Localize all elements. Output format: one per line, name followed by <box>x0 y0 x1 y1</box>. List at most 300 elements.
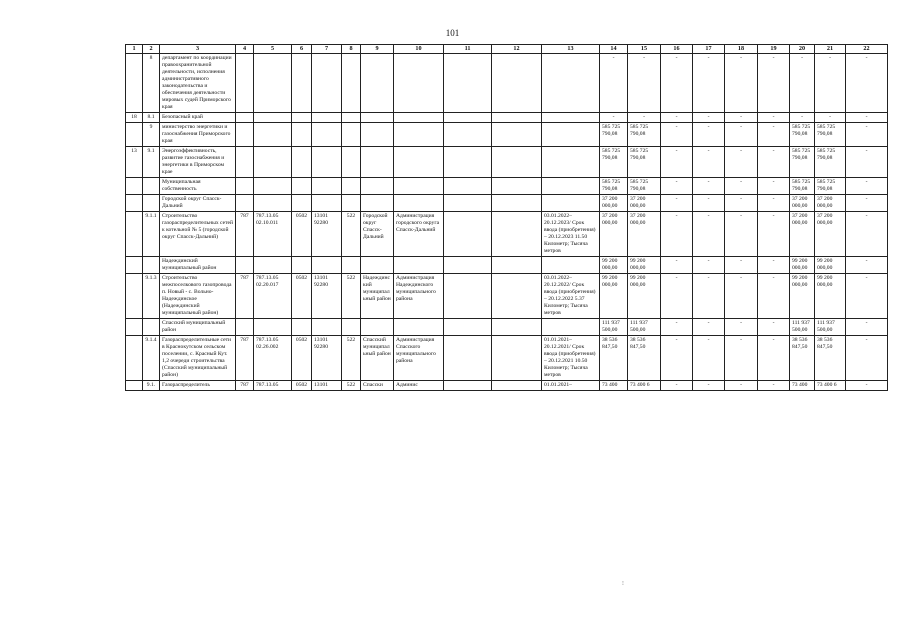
table-row <box>126 336 888 381</box>
table-cell <box>492 381 542 391</box>
table-row <box>126 381 888 391</box>
table-cell: - <box>725 113 758 123</box>
table-cell <box>254 113 292 123</box>
table-cell: 585 725 790,08 <box>600 178 628 195</box>
table-cell: 585 725 790,08 <box>790 147 815 178</box>
table-cell: Надеждинский муниципальный район <box>160 257 236 274</box>
table-cell: - <box>758 54 790 113</box>
table-cell: 99 200 000,00 <box>628 274 661 319</box>
table-cell <box>236 113 254 123</box>
table-row <box>126 319 888 336</box>
table-cell <box>292 195 312 212</box>
column-header: 20 <box>790 45 815 54</box>
table-cell <box>361 178 394 195</box>
table-cell: - <box>661 274 693 319</box>
table-cell: департамент по координации правоохранительной деятельности, исполнения административного законодательства и обеспечения деятельности мировых судей Приморского края <box>160 54 236 113</box>
table-cell: - <box>790 54 815 113</box>
table-cell: - <box>846 147 888 178</box>
table-cell: 9.1. <box>143 381 160 391</box>
table-cell <box>143 319 160 336</box>
table-cell: 585 725 790,08 <box>628 123 661 147</box>
table-cell: Энергоэффективность, развитие газоснабжения и энергетики в Приморском крае <box>160 147 236 178</box>
table-cell: - <box>725 274 758 319</box>
table-cell: 585 725 790,08 <box>628 178 661 195</box>
column-header: 19 <box>758 45 790 54</box>
table-cell <box>444 195 492 212</box>
table-cell <box>312 257 342 274</box>
table-cell: 13101 92280 <box>312 336 342 381</box>
table-cell <box>394 147 444 178</box>
table-cell <box>254 319 292 336</box>
table-cell: 37 200 000,00 <box>600 195 628 212</box>
table-cell <box>542 257 600 274</box>
table-cell: 99 200 000,00 <box>600 274 628 319</box>
table-cell: 37 200 000,00 <box>790 212 815 257</box>
table-cell <box>361 54 394 113</box>
table-cell: - <box>661 381 693 391</box>
table-cell: 111 937 500,00 <box>628 319 661 336</box>
table-cell <box>394 113 444 123</box>
table-cell: Городской округ Спасск-Дальний <box>361 212 394 257</box>
table-cell: - <box>600 54 628 113</box>
table-cell: - <box>725 195 758 212</box>
table-cell <box>143 195 160 212</box>
table-cell: 03.01.2022–20.12.2022/ Срок ввода (приобретения) – 20.12.2022 5.37 Километр; Тысяча метров <box>542 274 600 319</box>
page-number: 101 <box>445 28 460 38</box>
table-cell <box>444 212 492 257</box>
table-cell: - <box>693 212 725 257</box>
table-cell: 0502 <box>292 336 312 381</box>
table-cell: - <box>661 147 693 178</box>
table-cell: - <box>758 178 790 195</box>
table-cell: - <box>661 195 693 212</box>
table-cell <box>254 178 292 195</box>
table-cell: - <box>790 113 815 123</box>
column-header: 22 <box>846 45 888 54</box>
table-cell <box>444 319 492 336</box>
table-cell: - <box>758 274 790 319</box>
column-header: 10 <box>394 45 444 54</box>
column-header: 14 <box>600 45 628 54</box>
table-cell: - <box>600 113 628 123</box>
column-header: 21 <box>815 45 846 54</box>
table-cell <box>444 336 492 381</box>
table-cell <box>542 123 600 147</box>
table-cell <box>236 257 254 274</box>
table-cell: 73 400 <box>790 381 815 391</box>
table-cell: Строительство газораспределительных сетей к котельной № 5 (городской округ Спасск-Дальний) <box>160 212 236 257</box>
table-cell: - <box>758 257 790 274</box>
table-cell <box>312 123 342 147</box>
table-cell: - <box>725 178 758 195</box>
table-cell <box>492 54 542 113</box>
table-cell <box>361 257 394 274</box>
table-cell <box>444 123 492 147</box>
column-header: 13 <box>542 45 600 54</box>
table-cell: 37 200 000,00 <box>815 212 846 257</box>
table-row <box>126 274 888 319</box>
table-cell: 787 <box>236 381 254 391</box>
table-cell: - <box>661 257 693 274</box>
table-cell <box>342 147 361 178</box>
table-cell <box>236 147 254 178</box>
table-cell <box>342 113 361 123</box>
table-cell: 73 400 <box>600 381 628 391</box>
table-cell: - <box>661 54 693 113</box>
table-cell: - <box>661 123 693 147</box>
table-cell <box>542 195 600 212</box>
table-row <box>126 257 888 274</box>
table-cell <box>394 178 444 195</box>
table-cell: - <box>725 54 758 113</box>
table-cell <box>236 178 254 195</box>
table-cell: - <box>846 195 888 212</box>
table-cell <box>342 257 361 274</box>
column-header: 11 <box>444 45 492 54</box>
table-cell: 03.01.2022–20.12.2023/ Срок ввода (приобретения) – 20.12.2023 11.50 Километр; Тысяча метров <box>542 212 600 257</box>
table-cell: - <box>693 178 725 195</box>
table-cell <box>292 257 312 274</box>
table-cell: - <box>693 274 725 319</box>
table-cell <box>126 257 143 274</box>
table-cell <box>342 319 361 336</box>
table-cell <box>312 178 342 195</box>
table-cell: 9 <box>143 123 160 147</box>
table-row <box>126 113 888 123</box>
table-cell <box>394 195 444 212</box>
table-cell: - <box>846 381 888 391</box>
table-cell: 8.1 <box>143 113 160 123</box>
table-cell: - <box>628 54 661 113</box>
table-cell: 787 <box>236 274 254 319</box>
budget-table <box>125 44 888 391</box>
table-cell: 585 725 790,08 <box>628 147 661 178</box>
table-cell <box>542 319 600 336</box>
table-cell <box>126 336 143 381</box>
table-cell: 585 725 790,08 <box>790 123 815 147</box>
table-cell <box>143 178 160 195</box>
table-cell: - <box>758 147 790 178</box>
table-cell: - <box>758 381 790 391</box>
table-cell: - <box>758 113 790 123</box>
table-cell <box>126 178 143 195</box>
table-cell: 38 536 847,50 <box>790 336 815 381</box>
table-cell: 585 725 790,08 <box>815 178 846 195</box>
table-cell: - <box>846 54 888 113</box>
table-cell: - <box>846 319 888 336</box>
table-row <box>126 54 888 113</box>
table-cell: 111 937 500,00 <box>815 319 846 336</box>
column-header: 9 <box>361 45 394 54</box>
table-cell: 0502 <box>292 274 312 319</box>
column-header: 6 <box>292 45 312 54</box>
table-cell <box>236 54 254 113</box>
table-cell: 9.1.1 <box>143 212 160 257</box>
table-cell: 787 <box>236 212 254 257</box>
table-cell <box>394 257 444 274</box>
table-cell: - <box>693 113 725 123</box>
table-cell <box>492 113 542 123</box>
table-cell: - <box>758 123 790 147</box>
table-cell <box>444 178 492 195</box>
table-cell <box>492 257 542 274</box>
table-cell: 99 200 000,00 <box>790 274 815 319</box>
table-cell: 13 <box>126 147 143 178</box>
column-header: 17 <box>693 45 725 54</box>
table-cell <box>292 319 312 336</box>
table-cell <box>312 147 342 178</box>
table-cell <box>292 54 312 113</box>
table-cell <box>444 274 492 319</box>
table-cell: 99 200 000,00 <box>815 274 846 319</box>
table-cell: Администрация Надеждинского муниципального района <box>394 274 444 319</box>
table-cell: Админис <box>394 381 444 391</box>
table-cell: 38 536 847,50 <box>815 336 846 381</box>
table-cell: 01.01.2021– <box>542 381 600 391</box>
table-cell: - <box>693 54 725 113</box>
column-header: 12 <box>492 45 542 54</box>
table-cell: 787.13.05 02.10.011 <box>254 212 292 257</box>
table-cell: - <box>846 113 888 123</box>
table-cell: 0502 <box>292 212 312 257</box>
column-header: 18 <box>725 45 758 54</box>
table-cell <box>254 147 292 178</box>
table-cell <box>254 54 292 113</box>
table-cell <box>542 113 600 123</box>
table-cell <box>444 381 492 391</box>
table-cell: - <box>661 336 693 381</box>
table-cell: 37 200 000,00 <box>628 212 661 257</box>
table-cell: 01.01.2021–20.12.2021/ Срок ввода (приобретения) – 20.12.2021 10.50 Километр; Тысяча метров <box>542 336 600 381</box>
table-cell <box>143 257 160 274</box>
table-cell: - <box>725 123 758 147</box>
table-cell <box>361 147 394 178</box>
table-cell: 37 200 000,00 <box>790 195 815 212</box>
table-cell: Спасский муниципальный район <box>160 319 236 336</box>
column-header: 4 <box>236 45 254 54</box>
table-cell: - <box>815 113 846 123</box>
table-cell: - <box>725 212 758 257</box>
table-cell <box>492 274 542 319</box>
table-row <box>126 195 888 212</box>
table-cell: - <box>725 319 758 336</box>
column-header: 15 <box>628 45 661 54</box>
table-cell: - <box>661 178 693 195</box>
column-header: 2 <box>143 45 160 54</box>
table-cell: - <box>725 336 758 381</box>
table-cell <box>342 123 361 147</box>
table-cell: 99 200 000,00 <box>600 257 628 274</box>
column-header: 16 <box>661 45 693 54</box>
table-cell <box>492 195 542 212</box>
table-cell: - <box>758 319 790 336</box>
table-row <box>126 212 888 257</box>
table-cell <box>342 54 361 113</box>
table-cell: 9.1 <box>143 147 160 178</box>
table-cell: Городской округ Спасск-Дальний <box>160 195 236 212</box>
table-cell: Надеждинский муниципальный район <box>361 274 394 319</box>
table-cell: - <box>758 195 790 212</box>
table-cell: 13101 92280 <box>312 212 342 257</box>
table-cell <box>312 319 342 336</box>
table-cell: - <box>693 147 725 178</box>
table-row <box>126 123 888 147</box>
table-cell <box>444 147 492 178</box>
table-cell: - <box>661 212 693 257</box>
table-cell <box>254 123 292 147</box>
table-cell <box>492 212 542 257</box>
table-cell: 37 200 000,00 <box>815 195 846 212</box>
table-cell <box>126 319 143 336</box>
table-cell: - <box>846 274 888 319</box>
table-cell: 13101 <box>312 381 342 391</box>
table-cell <box>394 123 444 147</box>
table-cell: 73 400 6 <box>815 381 846 391</box>
column-header: 8 <box>342 45 361 54</box>
column-header: 5 <box>254 45 292 54</box>
table-cell: 585 725 790,08 <box>600 147 628 178</box>
table-cell: - <box>693 336 725 381</box>
table-cell <box>492 319 542 336</box>
table-cell <box>444 54 492 113</box>
table-cell: 585 725 790,08 <box>815 147 846 178</box>
table-cell: - <box>846 212 888 257</box>
table-cell: 38 536 847,50 <box>600 336 628 381</box>
table-cell <box>312 113 342 123</box>
table-cell <box>236 195 254 212</box>
table-cell <box>236 319 254 336</box>
table-cell: - <box>693 123 725 147</box>
table-cell: Спасский муниципальный район <box>361 336 394 381</box>
table-cell <box>542 178 600 195</box>
table-cell: - <box>693 381 725 391</box>
table-cell: - <box>846 336 888 381</box>
table-cell: - <box>815 54 846 113</box>
table-cell: 522 <box>342 381 361 391</box>
column-header: 1 <box>126 45 143 54</box>
table-body <box>126 54 888 391</box>
table-cell: 111 937 500,00 <box>600 319 628 336</box>
table-cell: 585 725 790,08 <box>600 123 628 147</box>
table-cell <box>361 195 394 212</box>
table-cell <box>292 123 312 147</box>
table-cell: Газораспределитель <box>160 381 236 391</box>
table-cell: Администрация Спасского муниципального района <box>394 336 444 381</box>
table-cell: Администрация городского округа Спасск-Дальний <box>394 212 444 257</box>
table-cell <box>292 113 312 123</box>
table-cell <box>542 54 600 113</box>
table-cell <box>342 195 361 212</box>
table-cell <box>542 147 600 178</box>
table-cell: - <box>725 381 758 391</box>
table-cell: Спасски <box>361 381 394 391</box>
table-cell <box>126 123 143 147</box>
table-cell: - <box>846 257 888 274</box>
table-cell <box>254 257 292 274</box>
table-cell: 37 200 000,00 <box>600 212 628 257</box>
table-cell: 73 400 6 <box>628 381 661 391</box>
table-cell: - <box>693 319 725 336</box>
table-row <box>126 147 888 178</box>
table-cell <box>394 319 444 336</box>
table-cell <box>292 147 312 178</box>
table-cell: 9.1.4 <box>143 336 160 381</box>
table-cell <box>292 178 312 195</box>
table-cell: - <box>725 257 758 274</box>
table-cell: 111 937 500,00 <box>790 319 815 336</box>
table-cell <box>126 195 143 212</box>
table-cell <box>312 54 342 113</box>
table-cell <box>492 336 542 381</box>
table-cell <box>394 54 444 113</box>
table-cell: 787 <box>236 336 254 381</box>
table-cell <box>361 123 394 147</box>
table-cell: 585 725 790,08 <box>790 178 815 195</box>
table-cell: 0502 <box>292 381 312 391</box>
table-cell <box>492 123 542 147</box>
table-cell <box>126 381 143 391</box>
table-cell: 99 200 000,00 <box>815 257 846 274</box>
document-table-wrap <box>125 44 870 391</box>
table-cell: 787.13.05 02.20.017 <box>254 274 292 319</box>
table-cell: 522 <box>342 274 361 319</box>
table-cell: 99 200 000,00 <box>790 257 815 274</box>
table-cell: 8 <box>143 54 160 113</box>
table-cell <box>444 257 492 274</box>
table-cell: 787.13.05 02.26.002 <box>254 336 292 381</box>
scan-mark: ⁝ <box>622 581 624 587</box>
table-cell: - <box>661 319 693 336</box>
table-cell <box>126 212 143 257</box>
table-cell <box>312 195 342 212</box>
table-cell: - <box>846 178 888 195</box>
table-cell: Газораспределительные сети в Краснокутском сельском поселении, с. Красный Кут. 1,2 очереди строительства (Спасский муниципальный район) <box>160 336 236 381</box>
table-cell: - <box>661 113 693 123</box>
table-cell: 13101 92280 <box>312 274 342 319</box>
table-cell: - <box>693 195 725 212</box>
table-cell <box>444 113 492 123</box>
table-cell: Строительство межпоселкового газопровода п. Новый - с. Вольно-Надеждинское (Надеждинский муниципальный район) <box>160 274 236 319</box>
column-header: 3 <box>160 45 236 54</box>
table-cell <box>361 319 394 336</box>
table-cell <box>126 274 143 319</box>
table-cell <box>126 54 143 113</box>
table-cell <box>236 123 254 147</box>
table-cell: 9.1.3 <box>143 274 160 319</box>
table-cell <box>361 113 394 123</box>
table-cell: - <box>758 212 790 257</box>
table-cell <box>492 178 542 195</box>
table-cell: 585 725 790,08 <box>815 123 846 147</box>
table-header-row <box>126 45 888 54</box>
table-cell <box>492 147 542 178</box>
table-cell: 787.13.05 <box>254 381 292 391</box>
table-cell: 522 <box>342 336 361 381</box>
table-cell: - <box>725 147 758 178</box>
table-cell: Безопасный край <box>160 113 236 123</box>
table-cell: - <box>628 113 661 123</box>
table-cell: - <box>846 123 888 147</box>
table-cell: 522 <box>342 212 361 257</box>
table-cell: 18 <box>126 113 143 123</box>
table-cell: 38 536 847,50 <box>628 336 661 381</box>
table-cell: Муниципальная собственность <box>160 178 236 195</box>
column-header: 7 <box>312 45 342 54</box>
table-cell: 99 200 000,00 <box>628 257 661 274</box>
table-row <box>126 178 888 195</box>
table-cell: министерство энергетики и газоснабжения Приморского края <box>160 123 236 147</box>
table-cell: 37 200 000,00 <box>628 195 661 212</box>
